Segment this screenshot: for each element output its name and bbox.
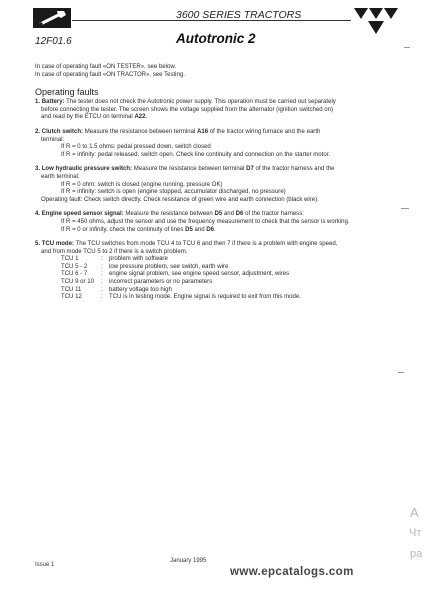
- document-body: [35, 64, 393, 309]
- terminal-ref: D6: [235, 211, 244, 218]
- tcu-desc: battery voltage too high: [109, 286, 172, 293]
- tcu-row: [35, 264, 393, 272]
- item-text: and from mode TCU 5 to 2 if there is a switch problem.: [41, 248, 188, 255]
- item-lead: 3. Low hydraulic pressure switch:: [35, 166, 133, 173]
- operating-faults-heading: Operating faults: [35, 87, 99, 98]
- tcu-desc: low pressure problem, see switch, earth wire: [109, 263, 229, 270]
- terminal-ref: D5: [214, 211, 223, 218]
- item-text: Measure the resistance between terminal: [83, 128, 197, 135]
- tcu-desc: engine signal problem, see engine speed sensor, adjustment, wires: [109, 271, 290, 278]
- item-text: .: [145, 114, 148, 121]
- tcu-desc: problem with software: [109, 256, 168, 263]
- item-text: of the tractor wiring furnace and the earth: [208, 128, 321, 135]
- condition-line: If R = 0 to 1.5 ohms: pedal pressed down, switch closed: [61, 144, 211, 151]
- item-text: and: [192, 226, 207, 233]
- item-lead: 1. Battery:: [35, 99, 65, 106]
- section-title: Autotronic 2: [176, 31, 256, 46]
- item-text: The tester does not check the Autotronic power supply. This operation must be carried out separately: [64, 99, 336, 106]
- item-text: Measure the resistance between terminal: [132, 166, 247, 173]
- series-title: 3600 SERIES TRACTORS: [176, 9, 302, 21]
- brand-triangles-logo-icon: [353, 7, 399, 35]
- footer-date: January 1995: [170, 558, 207, 564]
- edge-mark: [401, 208, 409, 209]
- condition-line: If R = infinity: switch is open (engine stopped, accumulator discharged, no pressure): [61, 189, 286, 196]
- tcu-code: TCU 11: [61, 286, 82, 293]
- intro-line: In case of operating fault «ON TRACTOR», see Testing.: [35, 71, 185, 78]
- edge-glyph: A: [410, 505, 419, 520]
- fault-item-hydraulic: [35, 166, 393, 204]
- terminal-ref: D6: [206, 226, 214, 233]
- item-text: Measure the resistance between: [123, 211, 215, 218]
- tcu-code: TCU 9 or 10: [61, 279, 94, 286]
- edge-mark: [398, 372, 404, 373]
- item-text: terminal:: [41, 136, 65, 143]
- item-text: earth terminal:: [41, 173, 80, 180]
- tcu-code: TCU 1: [61, 256, 79, 263]
- tcu-desc: TCU is in testing mode. Engine signal is required to exit from this mode.: [109, 294, 301, 301]
- fault-item-tcu-mode: [35, 241, 393, 302]
- item-lead: 5. TCU mode:: [35, 241, 74, 248]
- item-text: .: [214, 226, 216, 233]
- fault-item-battery: [35, 99, 393, 122]
- tcu-sep: :: [101, 271, 103, 278]
- tcu-code: TCU 12: [61, 294, 82, 301]
- tcu-row: [35, 287, 393, 295]
- edge-glyph: pa: [410, 548, 423, 560]
- tcu-sep: :: [101, 294, 103, 301]
- terminal-ref: D7: [246, 166, 254, 173]
- watermark-url: www.epcatalogs.com: [230, 566, 354, 578]
- tcu-code: TCU 6 - 7: [61, 271, 88, 278]
- item-text: and: [222, 211, 236, 218]
- footer-issue: Issue 1: [35, 562, 55, 568]
- condition-line: If R = 0 or infinity, check the continuity of lines: [61, 226, 186, 233]
- tcu-sep: :: [101, 256, 103, 263]
- terminal-ref: A22: [134, 114, 146, 121]
- terminal-ref: D5: [185, 226, 193, 233]
- page-code: 12F01.6: [35, 36, 72, 47]
- tcu-row: [35, 271, 393, 279]
- edge-glyph: Чт: [409, 527, 422, 539]
- item-lead: 4. Engine speed sensor signal:: [35, 211, 124, 218]
- tcu-row: [35, 294, 393, 302]
- condition-line: If R = 450 ohms, adjust the sensor and use the frequency measurement to check that the sensor is working.: [61, 218, 350, 225]
- item-text: before connecting the tester. The screen shows the voltage supplied from the alternator (ignition switched on): [41, 106, 333, 113]
- item-text: of the tractor harness:: [243, 211, 304, 218]
- operating-fault-line: Operating fault: Check switch directly. Check resistance of green wire and earth connection (black wire).: [41, 196, 319, 203]
- item-lead: 2. Clutch switch:: [35, 128, 84, 135]
- intro: [35, 64, 393, 79]
- item-text: and read by the ETCU on terminal: [41, 114, 135, 121]
- item-text: The TCU switches from mode TCU 4 to TCU 6 and then 7 if there is a problem with engine speed,: [73, 241, 338, 248]
- tcu-sep: :: [101, 286, 103, 293]
- tcu-desc: incorrect parameters or no parameters: [109, 279, 213, 286]
- tcu-row: [35, 256, 393, 264]
- tcu-row: [35, 279, 393, 287]
- condition-line: If R = infinity: pedal released, switch open. Check line continuity and connection on the starter motor.: [61, 151, 331, 158]
- item-text: of the tractor harness and the: [253, 166, 335, 173]
- fault-item-clutch: [35, 129, 393, 159]
- tcu-sep: :: [101, 263, 103, 270]
- tool-logo-icon: [33, 8, 71, 28]
- terminal-ref: A16: [197, 128, 209, 135]
- tcu-sep: :: [101, 279, 103, 286]
- tcu-code: TCU 5 - 2: [61, 263, 88, 270]
- intro-line: In case of operating fault «ON TESTER», see below.: [35, 64, 177, 70]
- condition-line: If R = 0 ohm: switch is closed (engine running, pressure OK): [61, 181, 223, 188]
- edge-mark: [404, 47, 410, 48]
- fault-item-speed-sensor: [35, 211, 393, 234]
